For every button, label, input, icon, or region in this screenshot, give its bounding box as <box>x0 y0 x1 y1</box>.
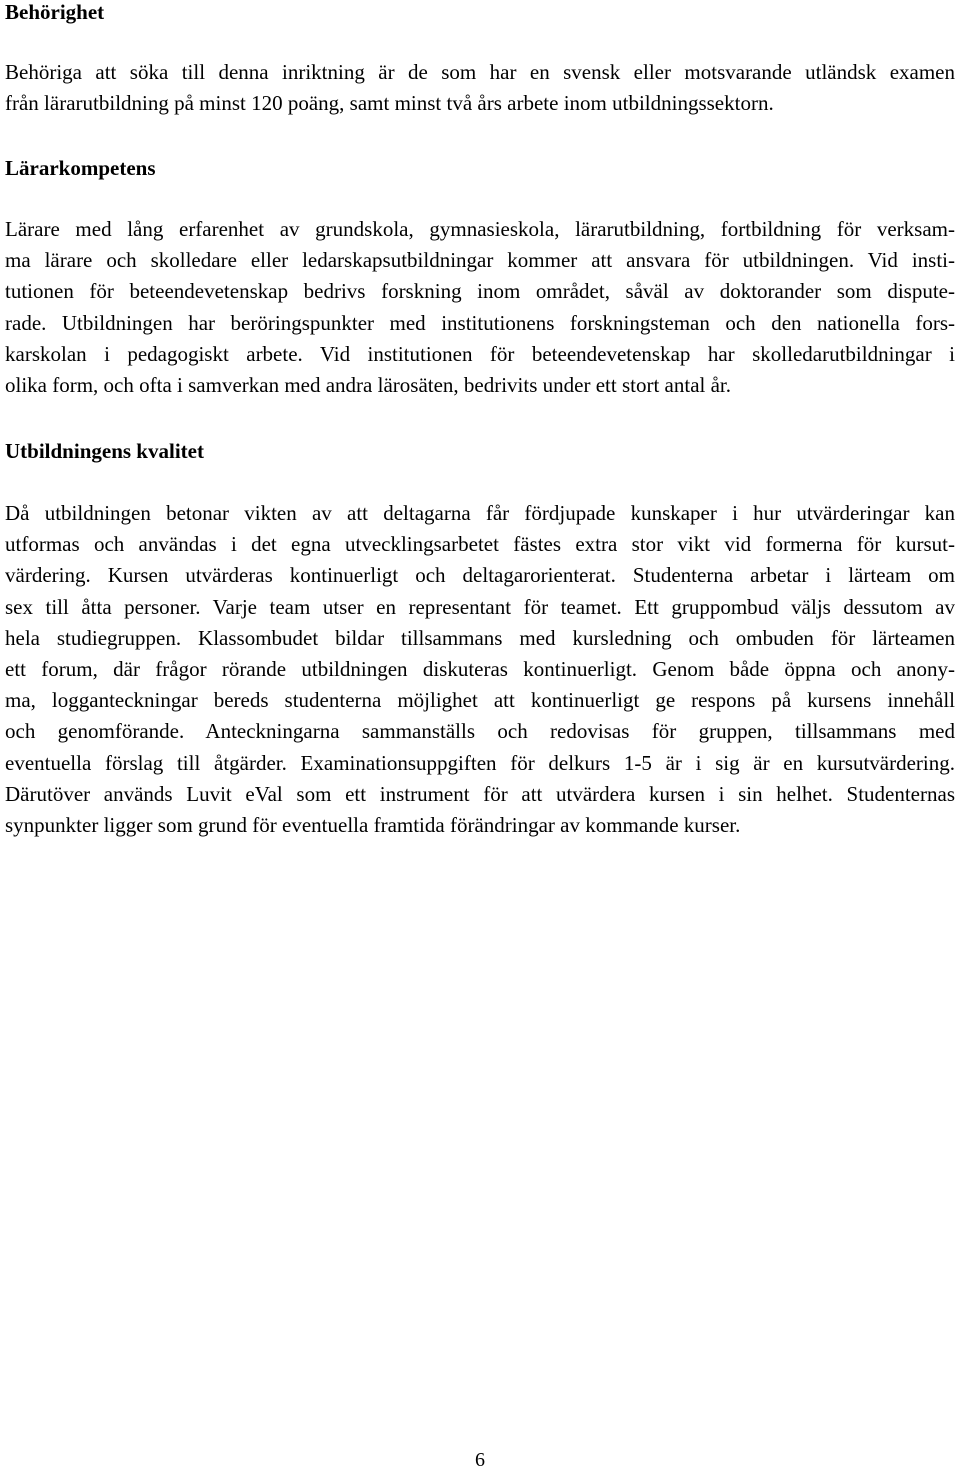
text-line: sex till åtta personer. Varje team utser en representant för teamet. Ett gruppombud väljs dessutom av <box>5 594 955 619</box>
text-line: Därutöver används Luvit eVal som ett instrument för att utvärdera kursen i sin helhet. Studenternas <box>5 781 955 806</box>
text-line: värdering. Kursen utvärderas kontinuerligt och deltagarorienterat. Studenterna arbetar i lärteam om <box>5 563 955 588</box>
text-line: och genomförande. Anteckningarna sammanställs och redovisas för gruppen, tillsammans med <box>5 719 955 744</box>
section-heading-lararkompetens: Lärarkompetens <box>5 156 156 180</box>
text-line: Lärare med lång erfarenhet av grundskola, gymnasieskola, lärarutbildning, fortbildning för verksam- <box>5 217 955 241</box>
text-line: hela studiegruppen. Klassombudet bildar tillsammans med kursledning och ombuden för lärteamen <box>5 625 955 650</box>
paragraph-behorighet <box>5 57 955 119</box>
text-line: eventuella förslag till åtgärder. Examinationsuppgiften för delkurs 1-5 är i sig är en kursutvärdering. <box>5 750 955 775</box>
text-line: ma lärare och skolledare eller ledarskapsutbildningar kommer att ansvara för utbildningen. Vid insti- <box>5 248 955 273</box>
text-line: tutionen för beteendevetenskap bedrivs forskning inom området, såväl av doktorander som dispute- <box>5 279 955 304</box>
text-line: karskolan i pedagogiskt arbete. Vid institutionen för beteendevetenskap har skolledarutbildningar i <box>5 341 955 366</box>
page-number: 6 <box>475 1449 485 1471</box>
text-line: Behöriga att söka till denna inriktning är de som har en svensk eller motsvarande utländsk examen <box>5 60 955 84</box>
text-line: synpunkter ligger som grund för eventuella framtida förändringar av kommande kurser. <box>5 813 741 838</box>
text-line: utformas och användas i det egna utvecklingsarbetet fästes extra stor vikt vid formerna för kursut- <box>5 532 955 557</box>
text-line: ett forum, där frågor rörande utbildningen diskuteras kontinuerligt. Genom både öppna och anony- <box>5 657 955 682</box>
text-line: rade. Utbildningen har beröringspunkter med institutionens forskningsteman och den nationella fors- <box>5 310 955 335</box>
section-heading-utbildningens-kvalitet: Utbildningens kvalitet <box>5 439 204 463</box>
text-line: från lärarutbildning på minst 120 poäng, samt minst två års arbete inom utbildningssektorn. <box>5 91 774 116</box>
section-heading-behorighet: Behörighet <box>5 0 105 24</box>
text-line: ma, logganteckningar bereds studenterna möjlighet att kontinuerligt ge respons på kursens innehåll <box>5 688 955 713</box>
text-line: olika form, och ofta i samverkan med andra lärosäten, bedrivits under ett stort antal år. <box>5 373 732 398</box>
paragraph-utbildningens-kvalitet <box>5 498 955 841</box>
paragraph-lararkompetens <box>5 214 955 401</box>
text-line: Då utbildningen betonar vikten av att deltagarna får fördjupade kunskaper i hur utvärderingar kan <box>5 501 955 525</box>
